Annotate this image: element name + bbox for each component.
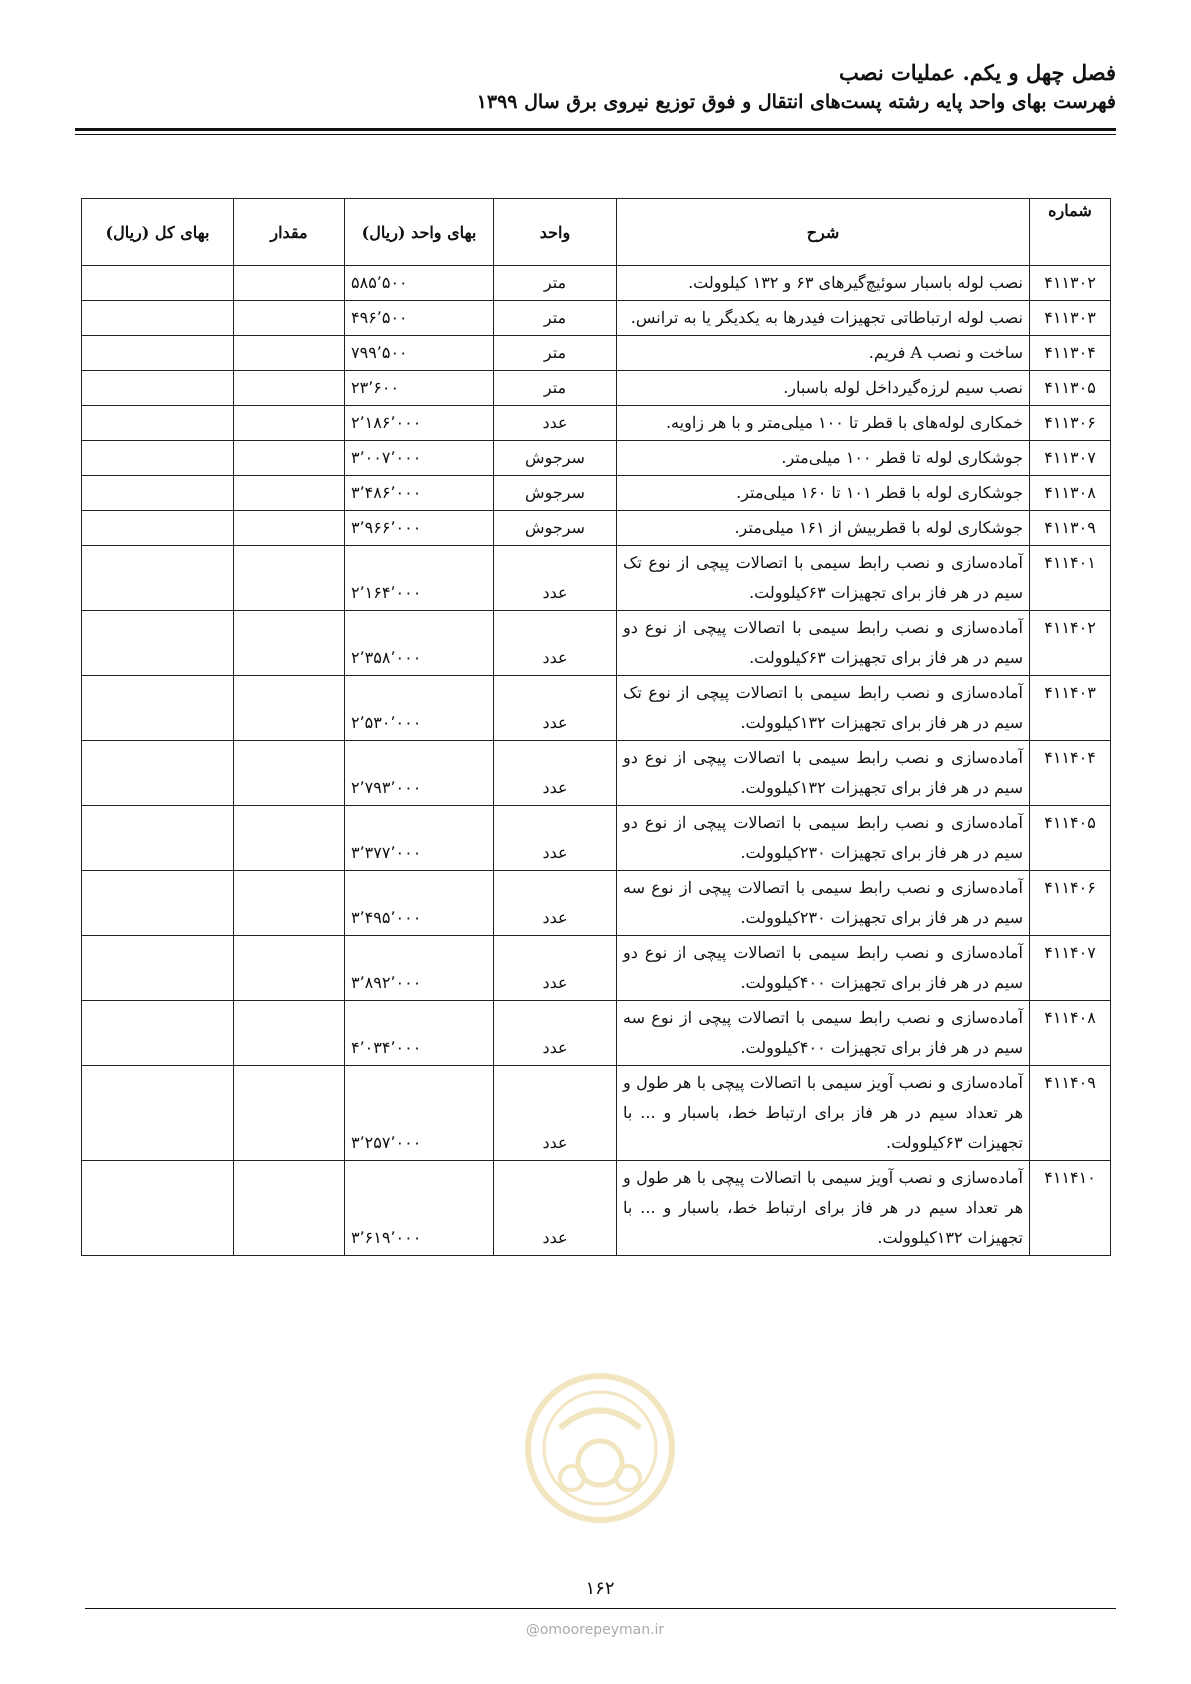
row-total-price xyxy=(82,1161,234,1256)
row-total-price xyxy=(82,806,234,871)
table-row xyxy=(82,676,1111,741)
row-number: ۴۱۱۳۰۲ xyxy=(1030,266,1111,301)
row-unit: عدد xyxy=(494,741,617,806)
page-header xyxy=(75,58,1116,116)
table-header-row xyxy=(82,199,1111,266)
table-body xyxy=(82,266,1111,1256)
row-description: آماده‌سازی و نصب رابط سیمی با اتصالات پیچی از نوع تک سیم در هر فاز برای تجهیزات ۶۳کیلوولت. xyxy=(617,546,1030,611)
row-quantity xyxy=(234,441,345,476)
table-row xyxy=(82,1066,1111,1161)
row-total-price xyxy=(82,936,234,1001)
header-rule-thin xyxy=(75,134,1116,135)
table-row xyxy=(82,546,1111,611)
table-row xyxy=(82,871,1111,936)
table-row xyxy=(82,936,1111,1001)
row-number: ۴۱۱۳۰۸ xyxy=(1030,476,1111,511)
row-number: ۴۱۱۳۰۴ xyxy=(1030,336,1111,371)
row-description: آماده‌سازی و نصب رابط سیمی با اتصالات پیچی از نوع دو سیم در هر فاز برای تجهیزات ۴۰۰کیلوولت. xyxy=(617,936,1030,1001)
row-unit: متر xyxy=(494,336,617,371)
row-total-price xyxy=(82,336,234,371)
table-row xyxy=(82,511,1111,546)
row-unit: عدد xyxy=(494,1066,617,1161)
row-number: ۴۱۱۳۰۵ xyxy=(1030,371,1111,406)
table-row xyxy=(82,371,1111,406)
row-unit: سرجوش xyxy=(494,476,617,511)
row-description: نصب لوله ارتباطاتی تجهیزات فیدرها به یکدیگر یا به ترانس. xyxy=(617,301,1030,336)
row-description: نصب لوله باسبار سوئیچ‌گیرهای ۶۳ و ۱۳۲ کیلوولت. xyxy=(617,266,1030,301)
table-row xyxy=(82,406,1111,441)
row-quantity xyxy=(234,1001,345,1066)
row-quantity xyxy=(234,871,345,936)
row-unit-price: ۳٬۴۸۶٬۰۰۰ xyxy=(345,476,494,511)
table-row xyxy=(82,476,1111,511)
row-unit: متر xyxy=(494,301,617,336)
row-quantity xyxy=(234,406,345,441)
website-watermark: @omoorepeyman.ir xyxy=(525,1622,665,1638)
row-unit-price: ۴٬۰۳۴٬۰۰۰ xyxy=(345,1001,494,1066)
price-table xyxy=(81,198,1111,1256)
row-number: ۴۱۱۴۰۲ xyxy=(1030,611,1111,676)
header-description: شرح xyxy=(617,199,1030,266)
footer-rule xyxy=(85,1608,1116,1609)
row-number: ۴۱۱۴۰۳ xyxy=(1030,676,1111,741)
header-total-price: بهای کل (ریال) xyxy=(82,199,234,266)
row-quantity xyxy=(234,741,345,806)
row-total-price xyxy=(82,371,234,406)
row-unit: عدد xyxy=(494,1161,617,1256)
row-description: آماده‌سازی و نصب آویز سیمی با اتصالات پیچی با هر طول و هر تعداد سیم در هر فاز برای ارتباط خط، باسبار و ... با تجهیزات ۶۳کیلوولت. xyxy=(617,1066,1030,1161)
row-description: جوشکاری لوله با قطر ۱۰۱ تا ۱۶۰ میلی‌متر. xyxy=(617,476,1030,511)
header-rule-thick xyxy=(75,128,1116,131)
row-unit-price: ۲٬۱۸۶٬۰۰۰ xyxy=(345,406,494,441)
row-unit: عدد xyxy=(494,871,617,936)
row-total-price xyxy=(82,301,234,336)
row-total-price xyxy=(82,741,234,806)
row-number: ۴۱۱۳۰۳ xyxy=(1030,301,1111,336)
row-unit: عدد xyxy=(494,406,617,441)
row-total-price xyxy=(82,546,234,611)
row-number: ۴۱۱۳۰۷ xyxy=(1030,441,1111,476)
row-total-price xyxy=(82,611,234,676)
row-description: آماده‌سازی و نصب رابط سیمی با اتصالات پیچی از نوع دو سیم در هر فاز برای تجهیزات ۲۳۰کیلوولت. xyxy=(617,806,1030,871)
row-unit-price: ۳٬۴۹۵٬۰۰۰ xyxy=(345,871,494,936)
row-quantity xyxy=(234,476,345,511)
row-number: ۴۱۱۴۰۴ xyxy=(1030,741,1111,806)
row-unit: عدد xyxy=(494,936,617,1001)
row-unit-price: ۳٬۰۰۷٬۰۰۰ xyxy=(345,441,494,476)
row-unit-price: ۲٬۳۵۸٬۰۰۰ xyxy=(345,611,494,676)
row-description: جوشکاری لوله با قطربیش از ۱۶۱ میلی‌متر. xyxy=(617,511,1030,546)
header-unit-price: بهای واحد (ریال) xyxy=(345,199,494,266)
row-unit: سرجوش xyxy=(494,441,617,476)
row-number: ۴۱۱۴۰۸ xyxy=(1030,1001,1111,1066)
row-unit-price: ۳٬۹۶۶٬۰۰۰ xyxy=(345,511,494,546)
row-quantity xyxy=(234,611,345,676)
row-quantity xyxy=(234,806,345,871)
row-number: ۴۱۱۴۰۵ xyxy=(1030,806,1111,871)
page-number: ۱۶۲ xyxy=(585,1578,615,1599)
row-description: آماده‌سازی و نصب رابط سیمی با اتصالات پیچی از نوع دو سیم در هر فاز برای تجهیزات ۱۳۲کیلوولت. xyxy=(617,741,1030,806)
row-unit-price: ۴۹۶٬۵۰۰ xyxy=(345,301,494,336)
row-quantity xyxy=(234,1161,345,1256)
row-description: آماده‌سازی و نصب رابط سیمی با اتصالات پیچی از نوع سه سیم در هر فاز برای تجهیزات ۲۳۰کیلوولت. xyxy=(617,871,1030,936)
row-total-price xyxy=(82,476,234,511)
row-number: ۴۱۱۴۱۰ xyxy=(1030,1161,1111,1256)
table-row xyxy=(82,301,1111,336)
table-row xyxy=(82,1161,1111,1256)
row-description: خمکاری لوله‌های با قطر تا ۱۰۰ میلی‌متر و با هر زاویه. xyxy=(617,406,1030,441)
row-unit-price: ۲٬۱۶۴٬۰۰۰ xyxy=(345,546,494,611)
row-description: جوشکاری لوله تا قطر ۱۰۰ میلی‌متر. xyxy=(617,441,1030,476)
row-quantity xyxy=(234,676,345,741)
row-number: ۴۱۱۳۰۹ xyxy=(1030,511,1111,546)
table-row xyxy=(82,806,1111,871)
document-subtitle: فهرست بهای واحد پایه رشته پست‌های انتقال و فوق توزیع نیروی برق سال ۱۳۹۹ xyxy=(476,91,1116,113)
row-unit-price: ۳٬۶۱۹٬۰۰۰ xyxy=(345,1161,494,1256)
table-row xyxy=(82,1001,1111,1066)
row-description: آماده‌سازی و نصب رابط سیمی با اتصالات پیچی از نوع دو سیم در هر فاز برای تجهیزات ۶۳کیلوولت. xyxy=(617,611,1030,676)
header-number: شماره xyxy=(1030,199,1111,266)
row-unit-price: ۲٬۵۳۰٬۰۰۰ xyxy=(345,676,494,741)
row-unit: عدد xyxy=(494,1001,617,1066)
row-number: ۴۱۱۴۰۶ xyxy=(1030,871,1111,936)
table-row xyxy=(82,441,1111,476)
row-unit: عدد xyxy=(494,611,617,676)
row-unit-price: ۷۹۹٬۵۰۰ xyxy=(345,336,494,371)
row-unit-price: ۵۸۵٬۵۰۰ xyxy=(345,266,494,301)
row-description: آماده‌سازی و نصب رابط سیمی با اتصالات پیچی از نوع سه سیم در هر فاز برای تجهیزات ۴۰۰کیلوولت. xyxy=(617,1001,1030,1066)
row-unit-price: ۲٬۷۹۳٬۰۰۰ xyxy=(345,741,494,806)
row-quantity xyxy=(234,336,345,371)
row-total-price xyxy=(82,406,234,441)
row-number: ۴۱۱۴۰۱ xyxy=(1030,546,1111,611)
header-unit: واحد xyxy=(494,199,617,266)
row-quantity xyxy=(234,266,345,301)
row-total-price xyxy=(82,676,234,741)
row-total-price xyxy=(82,511,234,546)
chapter-title: فصل چهل و یکم. عملیات نصب xyxy=(839,60,1116,85)
header-quantity: مقدار xyxy=(234,199,345,266)
row-description: آماده‌سازی و نصب آویز سیمی با اتصالات پیچی با هر طول و هر تعداد سیم در هر فاز برای ارتباط خط، باسبار و ... با تجهیزات ۱۳۲کیلوولت. xyxy=(617,1161,1030,1256)
table-row xyxy=(82,741,1111,806)
row-unit: سرجوش xyxy=(494,511,617,546)
seal-logo-icon xyxy=(520,1368,680,1528)
row-quantity xyxy=(234,1066,345,1161)
row-total-price xyxy=(82,1001,234,1066)
row-unit: عدد xyxy=(494,676,617,741)
row-unit: عدد xyxy=(494,546,617,611)
row-total-price xyxy=(82,441,234,476)
row-description: آماده‌سازی و نصب رابط سیمی با اتصالات پیچی از نوع تک سیم در هر فاز برای تجهیزات ۱۳۲کیلوولت. xyxy=(617,676,1030,741)
row-unit-price: ۳٬۸۹۲٬۰۰۰ xyxy=(345,936,494,1001)
row-unit-price: ۳٬۲۵۷٬۰۰۰ xyxy=(345,1066,494,1161)
row-total-price xyxy=(82,1066,234,1161)
row-total-price xyxy=(82,871,234,936)
row-quantity xyxy=(234,371,345,406)
row-unit-price: ۲۳٬۶۰۰ xyxy=(345,371,494,406)
row-unit: عدد xyxy=(494,806,617,871)
row-total-price xyxy=(82,266,234,301)
row-quantity xyxy=(234,546,345,611)
row-unit-price: ۳٬۳۷۷٬۰۰۰ xyxy=(345,806,494,871)
row-quantity xyxy=(234,936,345,1001)
row-unit: متر xyxy=(494,371,617,406)
table-row xyxy=(82,336,1111,371)
row-number: ۴۱۱۴۰۹ xyxy=(1030,1066,1111,1161)
row-number: ۴۱۱۴۰۷ xyxy=(1030,936,1111,1001)
row-unit: متر xyxy=(494,266,617,301)
table-row xyxy=(82,266,1111,301)
table-row xyxy=(82,611,1111,676)
row-description: نصب سیم لرزه‌گیرداخل لوله باسبار. xyxy=(617,371,1030,406)
row-number: ۴۱۱۳۰۶ xyxy=(1030,406,1111,441)
row-quantity xyxy=(234,511,345,546)
row-quantity xyxy=(234,301,345,336)
row-description: ساخت و نصب A فریم. xyxy=(617,336,1030,371)
